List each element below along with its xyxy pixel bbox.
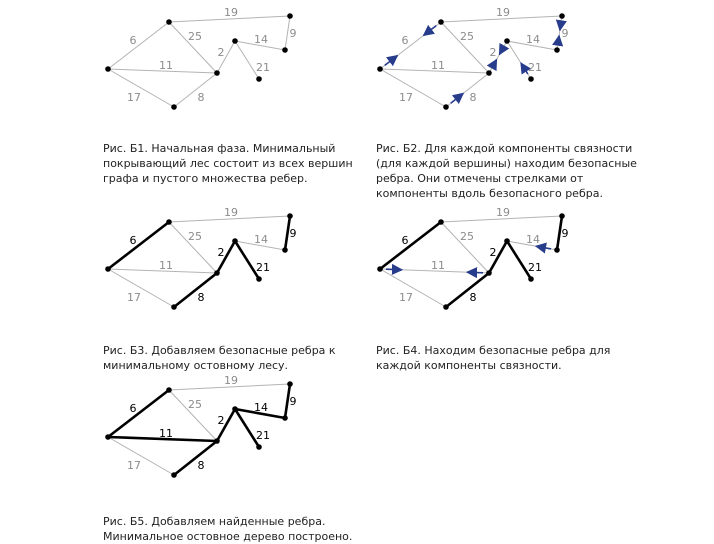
edge-weight-label: 8: [197, 91, 205, 104]
node-G: [282, 415, 288, 421]
edge-weight-label: 8: [197, 291, 205, 304]
edge-weight-label: 17: [127, 459, 141, 472]
node-F: [528, 276, 534, 282]
edge-weight-label: 6: [129, 34, 137, 47]
node-B: [166, 19, 172, 25]
edge-weight-label: 2: [217, 414, 225, 427]
caption-b1: [103, 126, 368, 186]
edge-weight-label: 19: [496, 6, 510, 19]
caption-b3: [103, 328, 368, 373]
arrow-D-to-C: [492, 60, 497, 68]
graph-b3: [100, 208, 310, 313]
figure-b5: [100, 376, 310, 481]
edge-AE: [108, 69, 174, 107]
edge-AE: [108, 437, 174, 475]
edge-weight-label: 11: [159, 59, 173, 72]
edge-weight-label: 6: [401, 34, 409, 47]
caption-b2-text: Рис. Б2. Для каждой компоненты связности (для каждой вершины) находим безопасные ребра. Они отмечены стрелками от компоненты вдоль безопасного ребра.: [376, 142, 637, 200]
arrow-G-to-H: [558, 36, 559, 44]
node-G: [554, 47, 560, 53]
figure-b2: [372, 8, 582, 113]
edge-weight-label: 9: [289, 395, 297, 408]
edge-weight-label: 2: [489, 46, 497, 59]
node-B: [166, 219, 172, 225]
edge-AE: [108, 269, 174, 307]
edge-weight-label: 9: [289, 27, 297, 40]
edge-DE: [174, 73, 217, 107]
arrow-G-to-C: [536, 246, 551, 249]
caption-b4: [376, 328, 641, 373]
node-A: [377, 66, 383, 72]
edge-weight-label: 6: [401, 234, 409, 247]
edge-weight-label: 11: [431, 259, 445, 272]
node-C: [232, 238, 238, 244]
node-D: [214, 270, 220, 276]
caption-b2: [376, 126, 641, 201]
edge-weight-label: 25: [188, 30, 202, 43]
edge-weight-label: 11: [159, 259, 173, 272]
node-D: [214, 70, 220, 76]
figure-b3: [100, 208, 310, 313]
node-G: [282, 47, 288, 53]
node-C: [504, 38, 510, 44]
edge-weight-label: 11: [159, 427, 173, 440]
edge-weight-label: 8: [469, 291, 477, 304]
edge-weight-label: 19: [224, 6, 238, 19]
node-D: [486, 70, 492, 76]
edge-weight-label: 17: [399, 291, 413, 304]
edge-weight-label: 11: [431, 59, 445, 72]
edge-weight-label: 14: [526, 233, 540, 246]
graph-b1: [100, 8, 310, 113]
node-H: [559, 13, 565, 19]
edge-weight-label: 19: [496, 206, 510, 219]
edge-weight-label: 9: [561, 227, 569, 240]
node-E: [171, 104, 177, 110]
figure-b4: [372, 208, 582, 313]
edge-weight-label: 25: [460, 230, 474, 243]
edge-weight-label: 14: [254, 33, 268, 46]
node-C: [232, 406, 238, 412]
edge-weight-label: 2: [217, 46, 225, 59]
arrow-B-to-A: [424, 26, 437, 36]
graph-b2: [372, 8, 582, 113]
node-F: [256, 444, 262, 450]
edge-weight-label: 2: [489, 246, 497, 259]
node-H: [559, 213, 565, 219]
edge-weight-label: 14: [254, 401, 268, 414]
caption-b3-text: Рис. Б3. Добавляем безопасные ребра к минимальному остовному лесу.: [103, 344, 336, 372]
edge-weight-label: 6: [129, 234, 137, 247]
graph-b4: [372, 208, 582, 313]
edge-weight-label: 14: [526, 33, 540, 46]
edge-AE: [380, 269, 446, 307]
edge-AE: [380, 69, 446, 107]
edge-weight-label: 21: [256, 61, 270, 74]
caption-b5: [103, 499, 368, 544]
node-E: [443, 304, 449, 310]
edge-weight-label: 21: [256, 429, 270, 442]
edge-weight-label: 8: [197, 459, 205, 472]
node-B: [438, 19, 444, 25]
edge-weight-label: 6: [129, 402, 137, 415]
node-F: [256, 76, 262, 82]
figure-b1: [100, 8, 310, 113]
node-D: [486, 270, 492, 276]
edge-weight-label: 21: [528, 61, 542, 74]
graph-b5: [100, 376, 310, 481]
node-E: [171, 304, 177, 310]
node-A: [105, 266, 111, 272]
arrow-C-to-D: [499, 46, 504, 54]
node-E: [443, 104, 449, 110]
node-A: [105, 66, 111, 72]
edge-weight-label: 25: [188, 398, 202, 411]
arrow-E-to-D: [451, 93, 464, 103]
node-H: [287, 213, 293, 219]
node-F: [256, 276, 262, 282]
node-C: [232, 38, 238, 44]
node-A: [105, 434, 111, 440]
arrow-A-to-D: [386, 269, 402, 270]
node-G: [282, 247, 288, 253]
caption-b1-text: Рис. Б1. Начальная фаза. Минимальный покрывающий лес состоит из всех вершин графа и пустого множества ребер.: [103, 142, 353, 185]
arrow-D-to-A: [467, 272, 483, 273]
edge-weight-label: 19: [224, 374, 238, 387]
edge-weight-label: 14: [254, 233, 268, 246]
edge-weight-label: 21: [528, 261, 542, 274]
node-H: [287, 13, 293, 19]
node-H: [287, 381, 293, 387]
edge-weight-label: 9: [561, 27, 569, 40]
edge-weight-label: 9: [289, 227, 297, 240]
node-C: [504, 238, 510, 244]
arrow-A-to-B: [385, 56, 398, 66]
caption-b5-text: Рис. Б5. Добавляем найденные ребра. Минимальное остовное дерево построено.: [103, 515, 353, 543]
arrow-F-to-C: [521, 63, 528, 74]
edge-weight-label: 17: [127, 91, 141, 104]
edge-DE: [174, 441, 217, 475]
edge-DE: [446, 273, 489, 307]
edge-weight-label: 19: [224, 206, 238, 219]
caption-b4-text: Рис. Б4. Находим безопасные ребра для каждой компоненты связности.: [376, 344, 611, 372]
node-B: [438, 219, 444, 225]
node-F: [528, 76, 534, 82]
edge-DE: [174, 273, 217, 307]
edge-weight-label: 21: [256, 261, 270, 274]
edge-weight-label: 17: [127, 291, 141, 304]
node-G: [554, 247, 560, 253]
edge-weight-label: 17: [399, 91, 413, 104]
node-D: [214, 438, 220, 444]
node-A: [377, 266, 383, 272]
edge-weight-label: 8: [469, 91, 477, 104]
node-B: [166, 387, 172, 393]
edge-weight-label: 2: [217, 246, 225, 259]
edge-weight-label: 25: [188, 230, 202, 243]
edge-weight-label: 25: [460, 30, 474, 43]
node-E: [171, 472, 177, 478]
